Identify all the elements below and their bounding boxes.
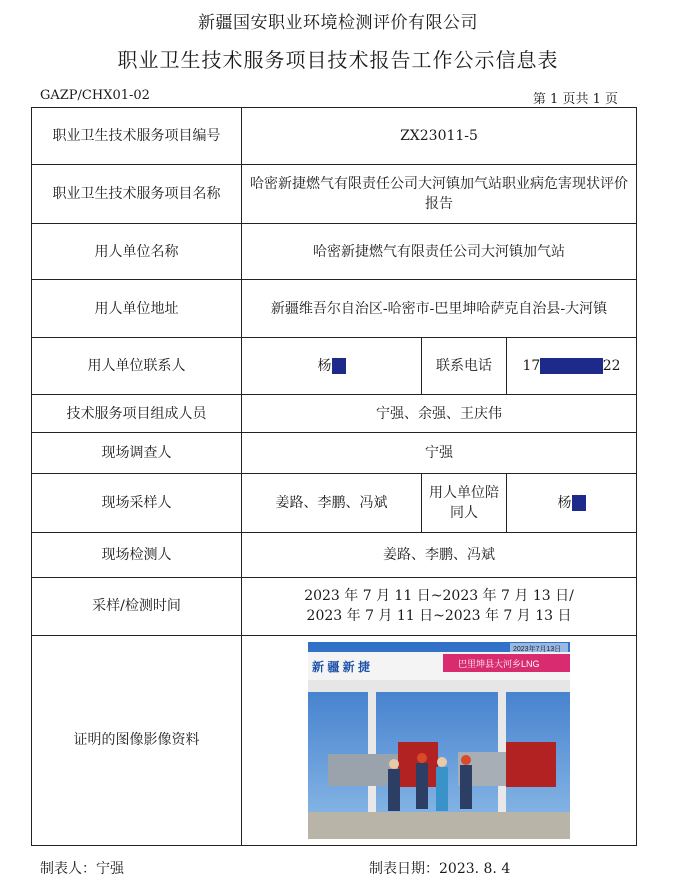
- project-name-label: 职业卫生技术服务项目名称: [32, 165, 242, 224]
- worker-head: [389, 759, 399, 769]
- accompany-surname: 杨: [557, 494, 572, 511]
- contact-redaction: 某: [331, 358, 346, 375]
- project-no-value: ZX23011-5: [242, 108, 637, 165]
- table-row: [32, 338, 637, 395]
- table-row: [32, 165, 637, 224]
- employer-value: 哈密新捷燃气有限责任公司大河镇加气站: [242, 224, 637, 280]
- phone-label: 联系电话: [422, 338, 507, 395]
- lng-tank: [328, 754, 398, 786]
- contact-label: 用人单位联系人: [32, 338, 242, 395]
- survey-value: 宁强: [242, 433, 637, 474]
- sampling-value: 姜路、李鹏、冯斌: [242, 474, 422, 532]
- phone-prefix: 17: [522, 358, 541, 375]
- pillar: [368, 692, 376, 812]
- accompany-label: 用人单位陪同人: [422, 474, 507, 532]
- ground: [308, 812, 570, 839]
- worker-body: [388, 769, 400, 811]
- table-row: [32, 577, 637, 635]
- worker-helmet: [461, 755, 471, 765]
- company-name: 新疆国安职业环境检测评价有限公司: [198, 13, 478, 33]
- detect-label: 现场检测人: [32, 532, 242, 577]
- worker-helmet: [417, 753, 427, 763]
- time-line-1: 2023 年 7 月 11 日~2023 年 7 月 13 日/: [304, 588, 574, 605]
- detect-value: 姜路、李鹏、冯斌: [242, 532, 637, 577]
- canopy-underside: [308, 680, 570, 692]
- phone-value: [507, 338, 637, 395]
- image-cell: [242, 635, 637, 845]
- time-line-2: 2023 年 7 月 11 日~2023 年 7 月 13 日: [306, 608, 572, 625]
- worker-body: [460, 765, 472, 809]
- table-row: [32, 280, 637, 338]
- phone-suffix: 22: [602, 358, 621, 375]
- phone-redaction: 9285726: [540, 358, 603, 375]
- truck-cab: [506, 742, 556, 787]
- team-value: 宁强、余强、王庆伟: [242, 395, 637, 433]
- form-code: GAZP/CHX01-02: [40, 88, 150, 103]
- info-table: [31, 107, 637, 846]
- sign-brand: 新 疆 新 捷: [312, 659, 371, 674]
- table-row: [32, 635, 637, 845]
- project-name-value: 哈密新捷燃气有限责任公司大河镇加气站职业病危害现状评价报告: [242, 165, 637, 224]
- image-label: 证明的图像影像资料: [32, 635, 242, 845]
- table-row: [32, 395, 637, 433]
- address-value: 新疆维吾尔自治区-哈密市-巴里坤哈萨克自治县-大河镇: [242, 280, 637, 338]
- project-no-label: 职业卫生技术服务项目编号: [32, 108, 242, 165]
- site-photo: [308, 642, 570, 839]
- accompany-redaction: 某: [571, 494, 586, 511]
- prepared-date: 制表日期：2023. 8. 4: [369, 861, 511, 877]
- document-title: 职业卫生技术服务项目技术报告工作公示信息表: [117, 48, 559, 72]
- time-value: [242, 577, 637, 635]
- accompany-value: [507, 474, 637, 532]
- sampling-label: 现场采样人: [32, 474, 242, 532]
- table-row: [32, 108, 637, 165]
- preparer: 制表人：宁强: [40, 861, 124, 877]
- table-row: [32, 474, 637, 532]
- worker-body: [416, 763, 428, 809]
- table-row: [32, 433, 637, 474]
- address-label: 用人单位地址: [32, 280, 242, 338]
- contact-value: [242, 338, 422, 395]
- page-info: 第 1 页共 1 页: [532, 92, 618, 107]
- survey-label: 现场调查人: [32, 433, 242, 474]
- worker-head: [437, 757, 447, 767]
- table-row: [32, 532, 637, 577]
- date-stamp: 2023年7月13日: [513, 645, 562, 653]
- team-label: 技术服务项目组成人员: [32, 395, 242, 433]
- table-row: [32, 224, 637, 280]
- contact-surname: 杨: [317, 358, 332, 375]
- worker-body: [436, 767, 448, 811]
- sign-station: 巴里坤县大河乡LNG: [458, 658, 540, 669]
- time-label: 采样/检测时间: [32, 577, 242, 635]
- employer-label: 用人单位名称: [32, 224, 242, 280]
